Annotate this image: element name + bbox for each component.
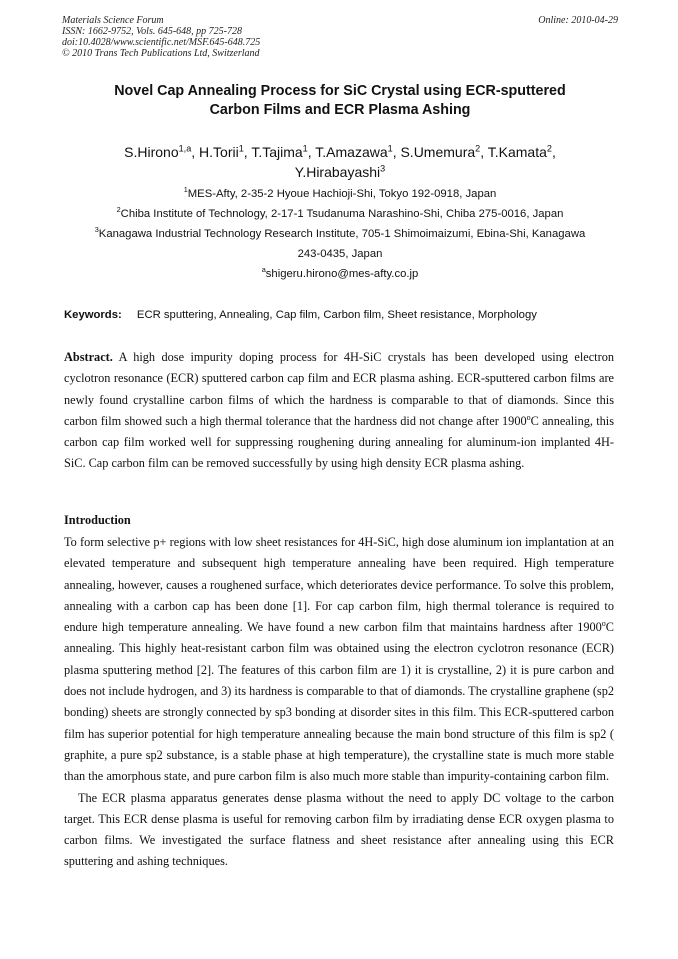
email-text: shigeru.hirono@mes-afty.co.jp <box>265 268 419 280</box>
author-sep: , <box>307 144 316 160</box>
degree-sup: o <box>601 619 606 629</box>
affiliation-sup: 3 <box>94 225 99 235</box>
author-name: T.Amazawa <box>315 144 388 160</box>
degree-sup: o <box>526 412 531 422</box>
author-sep: , <box>243 144 252 160</box>
author-sup: 1,a <box>178 143 192 154</box>
journal-name: Materials Science Forum <box>62 15 164 26</box>
abstract-label: Abstract. <box>64 350 113 364</box>
author-sep: , <box>480 144 488 160</box>
intro-p1-text-b: C annealing. This highly heat-resistant carbon film was obtained using the electron cyclotron resonance (ECR) plasma sputtering method [2]. The features of this carbon film are 1) it is crystalline, 2) it is pure carbon and does not include hydrogen, and 3) its hardness is comparable to that of diamonds. The crystalline graphene (sp2 bonding) sheets are strongly connected by sp3 bonding at disorder sites in this film. This ECR-sputtered carbon film has superior potential for high temperature annealing because the main bond structure of this film is sp2 ( graphite, a pure sp2 substance, is a stable phase at high temperature), the crystalline state is much more stable than the amorphous state, and pure carbon film is also much more stable than impurity-containing carbon film. <box>64 620 614 784</box>
affiliation-list <box>56 184 624 284</box>
author-name: T.Kamata <box>487 144 547 160</box>
affiliation-1 <box>56 184 624 204</box>
affiliation-2 <box>56 204 624 224</box>
author-sup: 1 <box>238 143 244 154</box>
affiliation-sup: 2 <box>116 205 121 215</box>
author-line-2 <box>62 162 618 182</box>
journal-header <box>62 15 618 59</box>
doi-line: doi:10.4028/www.scientific.net/MSF.645-648.725 <box>62 37 261 48</box>
author-list <box>62 142 618 182</box>
author-sup: 2 <box>546 143 552 154</box>
contact-email <box>56 264 624 284</box>
affiliation-text: Chiba Institute of Technology, 2-17-1 Tsudanuma Narashino-Shi, Chiba 275-0016, Japan <box>120 208 564 220</box>
author-sep: , <box>392 144 401 160</box>
author-name: Y.Hirabayashi <box>294 164 381 180</box>
author-sup: 1 <box>387 143 393 154</box>
online-date: Online: 2010-04-29 <box>538 15 618 26</box>
author-name: S.Hirono <box>124 144 179 160</box>
intro-paragraph-1 <box>64 532 614 788</box>
affiliation-3-cont <box>56 244 624 264</box>
affiliation-text: Kanagawa Industrial Technology Research Institute, 705-1 Shimoimaizumi, Ebina-Shi, Kanagawa <box>98 228 586 240</box>
author-name: T.Tajima <box>251 144 303 160</box>
author-sep: , <box>191 144 200 160</box>
email-sup: a <box>261 265 266 275</box>
abstract-text-a: A high dose impurity doping process for 4H-SiC crystals has been developed using electron cyclotron resonance (ECR) sputtered carbon cap film and ECR plasma ashing. ECR-sputtered carbon films are newly found crystalline carbon films of which the hardness is comparable to that of diamonds. Since this carbon film showed such a high thermal tolerance that the hardness did not change after 1900 <box>64 350 614 428</box>
author-sep: , <box>551 144 556 160</box>
abstract-paragraph <box>64 347 614 475</box>
introduction-body <box>64 532 614 873</box>
author-name: S.Umemura <box>400 144 476 160</box>
intro-p1-text-a: To form selective p+ regions with low sheet resistances for 4H-SiC, high dose aluminum ion implantation at an elevated temperature and subsequent high temperature annealing have been required. High temperature annealing, however, causes a roughened surface, which deteriorates device performance. To solve this problem, annealing with a carbon cap has been done [1]. For cap carbon film, high thermal tolerance is required to endure high temperature annealing. We have found a new carbon film that maintains hardness after 1900 <box>64 535 614 635</box>
introduction-heading: Introduction <box>64 513 131 527</box>
author-sup: 2 <box>475 143 481 154</box>
keywords-text: ECR sputtering, Annealing, Cap film, Carbon film, Sheet resistance, Morphology <box>136 309 537 321</box>
intro-paragraph-2: The ECR plasma apparatus generates dense plasma without the need to apply DC voltage to the carbon target. This ECR dense plasma is useful for removing carbon film by irradiating dense ECR oxygen plasma to carbon films. We investigated the surface flatness and sheet resistance after annealing using this ECR sputtering and ashing techniques. <box>64 790 614 869</box>
affiliation-sup: 1 <box>183 185 188 195</box>
keywords-line <box>64 309 620 321</box>
author-name: H.Torii <box>199 144 239 160</box>
author-sup: 3 <box>380 163 386 174</box>
title-line-1: Novel Cap Annealing Process for SiC Crystal using ECR-sputtered <box>114 83 566 99</box>
affiliation-text: MES-Afty, 2-35-2 Hyoue Hachioji-Shi, Tokyo 192-0918, Japan <box>187 188 497 200</box>
paper-title <box>62 82 618 120</box>
copyright-line: © 2010 Trans Tech Publications Ltd, Switzerland <box>62 48 260 59</box>
issn-line: ISSN: 1662-9752, Vols. 645-648, pp 725-728 <box>62 26 242 37</box>
title-line-2: Carbon Films and ECR Plasma Ashing <box>209 102 471 118</box>
abstract-text-b: C annealing, this carbon cap film worked well for suppressing roughening during annealing for aluminum-ion implanted 4H-SiC. Cap carbon film can be removed successfully by using high density ECR plasma ashing. <box>64 413 614 471</box>
author-line-1 <box>62 142 618 162</box>
author-sup: 1 <box>302 143 308 154</box>
affiliation-3 <box>56 224 624 244</box>
affiliation-text: 243-0435, Japan <box>297 248 383 260</box>
keywords-label: Keywords: <box>64 309 122 321</box>
